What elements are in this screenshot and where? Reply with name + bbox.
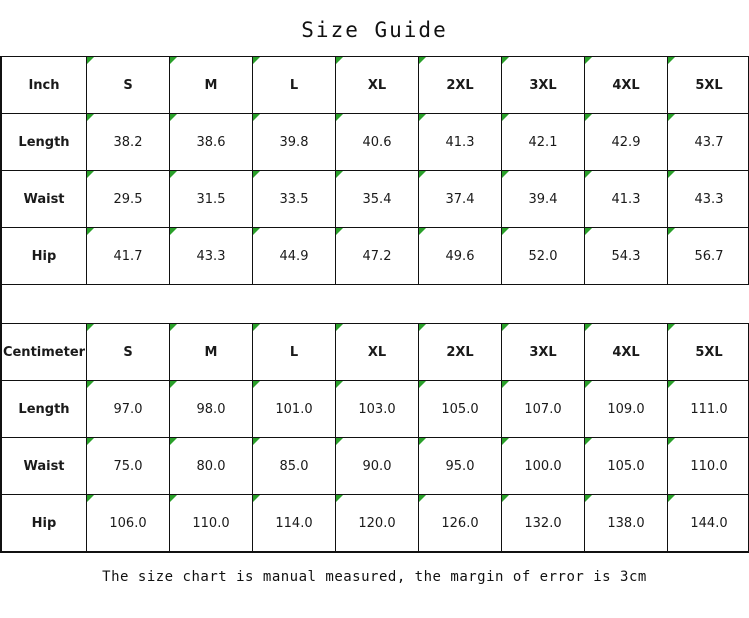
table-row (2, 171, 749, 228)
cell-hip-4xl: 54.3 (585, 228, 668, 285)
row-label-waist: Waist (2, 438, 87, 495)
cell-waist-2xl: 95.0 (419, 438, 502, 495)
cell-length-s: 97.0 (87, 381, 170, 438)
cell-waist-s: 75.0 (87, 438, 170, 495)
cell-waist-xl: 90.0 (336, 438, 419, 495)
cell-hip-s: 41.7 (87, 228, 170, 285)
cell-hip-m: 110.0 (170, 495, 253, 552)
table-row (2, 228, 749, 285)
centimeter-size-table (1, 323, 749, 552)
table-separator (1, 285, 749, 323)
row-label-hip: Hip (2, 495, 87, 552)
cell-length-4xl: 109.0 (585, 381, 668, 438)
cell-waist-2xl: 37.4 (419, 171, 502, 228)
size-header-s: S (87, 324, 170, 381)
cell-waist-xl: 35.4 (336, 171, 419, 228)
table-header-row (2, 324, 749, 381)
cell-hip-4xl: 138.0 (585, 495, 668, 552)
cell-length-3xl: 107.0 (502, 381, 585, 438)
size-header-s: S (87, 57, 170, 114)
size-header-3xl: 3XL (502, 324, 585, 381)
cell-length-5xl: 43.7 (668, 114, 749, 171)
cell-length-3xl: 42.1 (502, 114, 585, 171)
cell-hip-xl: 120.0 (336, 495, 419, 552)
size-header-5xl: 5XL (668, 57, 749, 114)
row-label-length: Length (2, 114, 87, 171)
cell-waist-3xl: 100.0 (502, 438, 585, 495)
cell-waist-l: 33.5 (253, 171, 336, 228)
size-header-4xl: 4XL (585, 57, 668, 114)
size-header-2xl: 2XL (419, 57, 502, 114)
cell-hip-s: 106.0 (87, 495, 170, 552)
table-row (2, 495, 749, 552)
cell-waist-l: 85.0 (253, 438, 336, 495)
cell-waist-m: 80.0 (170, 438, 253, 495)
row-label-length: Length (2, 381, 87, 438)
cell-length-l: 101.0 (253, 381, 336, 438)
inch-size-table (1, 56, 749, 285)
cell-waist-5xl: 110.0 (668, 438, 749, 495)
cell-length-5xl: 111.0 (668, 381, 749, 438)
size-header-xl: XL (336, 324, 419, 381)
cell-hip-2xl: 49.6 (419, 228, 502, 285)
cell-hip-m: 43.3 (170, 228, 253, 285)
cell-length-m: 98.0 (170, 381, 253, 438)
cell-hip-3xl: 52.0 (502, 228, 585, 285)
cell-length-m: 38.6 (170, 114, 253, 171)
size-header-m: M (170, 324, 253, 381)
cell-length-xl: 40.6 (336, 114, 419, 171)
measurement-note: The size chart is manual measured, the margin of error is 3cm (102, 569, 647, 585)
cell-hip-l: 44.9 (253, 228, 336, 285)
table-row (2, 114, 749, 171)
cell-hip-xl: 47.2 (336, 228, 419, 285)
cell-hip-l: 114.0 (253, 495, 336, 552)
cell-waist-s: 29.5 (87, 171, 170, 228)
row-label-waist: Waist (2, 171, 87, 228)
size-header-2xl: 2XL (419, 324, 502, 381)
cell-length-xl: 103.0 (336, 381, 419, 438)
table-row (2, 381, 749, 438)
size-header-m: M (170, 57, 253, 114)
page-title: Size Guide (301, 18, 448, 42)
tables-container (0, 56, 749, 553)
size-header-xl: XL (336, 57, 419, 114)
cell-waist-4xl: 105.0 (585, 438, 668, 495)
size-header-5xl: 5XL (668, 324, 749, 381)
cell-waist-4xl: 41.3 (585, 171, 668, 228)
cell-length-l: 39.8 (253, 114, 336, 171)
cell-waist-5xl: 43.3 (668, 171, 749, 228)
cell-hip-5xl: 56.7 (668, 228, 749, 285)
row-label-hip: Hip (2, 228, 87, 285)
unit-label-inch: Inch (2, 57, 87, 114)
unit-label-centimeter: Centimeter (2, 324, 87, 381)
size-header-l: L (253, 57, 336, 114)
cell-length-2xl: 105.0 (419, 381, 502, 438)
cell-length-2xl: 41.3 (419, 114, 502, 171)
table-row (2, 438, 749, 495)
cell-waist-m: 31.5 (170, 171, 253, 228)
cell-length-s: 38.2 (87, 114, 170, 171)
table-header-row (2, 57, 749, 114)
size-header-4xl: 4XL (585, 324, 668, 381)
cell-hip-5xl: 144.0 (668, 495, 749, 552)
cell-length-4xl: 42.9 (585, 114, 668, 171)
cell-hip-3xl: 132.0 (502, 495, 585, 552)
cell-hip-2xl: 126.0 (419, 495, 502, 552)
size-header-l: L (253, 324, 336, 381)
cell-waist-3xl: 39.4 (502, 171, 585, 228)
size-header-3xl: 3XL (502, 57, 585, 114)
